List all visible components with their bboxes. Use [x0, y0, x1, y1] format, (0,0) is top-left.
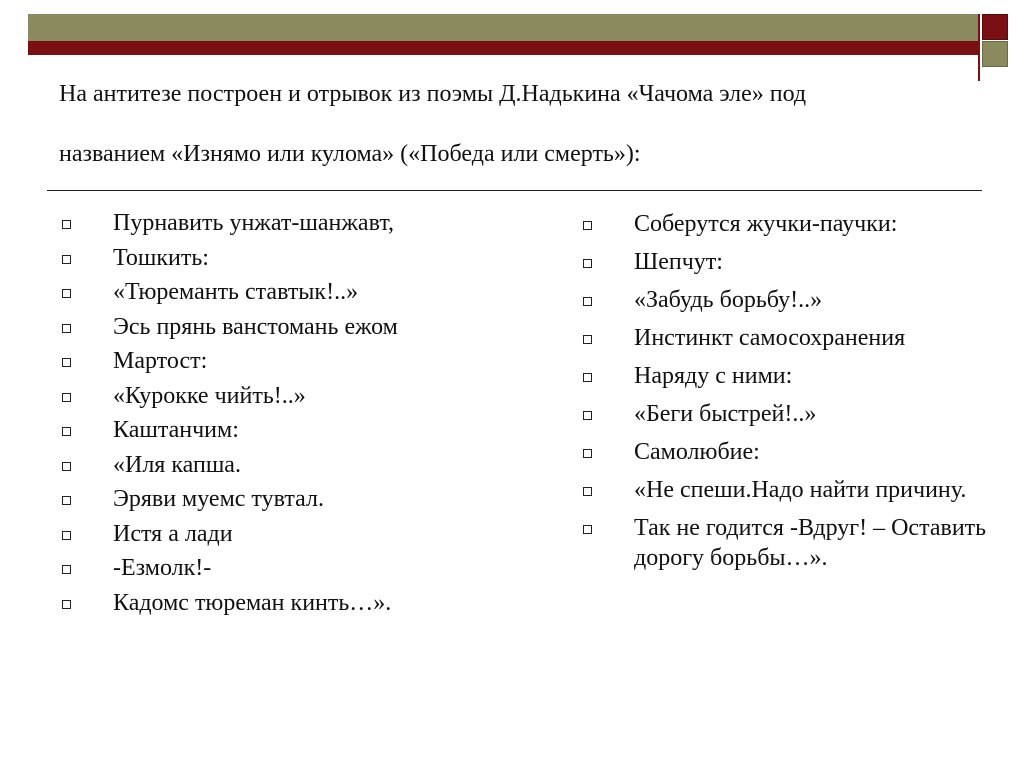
square-bullet-icon: [62, 462, 71, 471]
header-accent-line: [28, 41, 980, 55]
list-item: [62, 206, 522, 241]
list-item: [62, 344, 522, 379]
slide-title: [59, 64, 969, 184]
list-item-text: Эряви муемс тувтал.: [113, 486, 324, 512]
list-item-text: -Езмолк!-: [113, 555, 212, 581]
square-bullet-icon: [62, 255, 71, 264]
square-bullet-icon: [62, 358, 71, 367]
square-bullet-icon: [62, 220, 71, 229]
list-item-text: Тошкить:: [113, 244, 209, 271]
list-item: [62, 379, 522, 414]
list-item-text: Мартост:: [113, 348, 208, 374]
list-item-text: Соберутся жучки-паучки:: [634, 211, 898, 237]
square-bullet-icon: [62, 600, 71, 609]
list-item: [583, 399, 1013, 429]
list-item: [62, 482, 522, 517]
square-bullet-icon: [583, 221, 592, 230]
square-bullet-icon: [583, 259, 592, 268]
square-bullet-icon: [62, 496, 71, 505]
right-bullet-list: [583, 206, 1013, 581]
list-item: [583, 437, 1013, 467]
square-bullet-icon: [583, 411, 592, 420]
list-item-text: Кадомс тюреман кинть…».: [113, 589, 392, 616]
list-item-text: «Забудь борьбу!..»: [634, 287, 823, 313]
slide-title-line-2: названием «Изнямо или кулома» («Победа или смерть»):: [59, 141, 641, 167]
corner-square-olive: [982, 41, 1008, 67]
list-item: [62, 275, 522, 310]
list-item: [62, 586, 522, 621]
list-item-text: Эсь прянь ванстомань ежом: [113, 313, 398, 340]
list-item: [583, 361, 1013, 391]
list-item-text: «Курокке чийть!..»: [113, 382, 306, 409]
list-item-text: Так не годится -Вдруг! – Оставить дорогу борьбы…».: [634, 515, 987, 571]
square-bullet-icon: [62, 565, 71, 574]
header-vertical-line: [978, 14, 980, 81]
list-item-text: Шепчут:: [634, 249, 723, 275]
list-item-text: «Иля капша.: [113, 451, 241, 478]
square-bullet-icon: [583, 525, 592, 534]
list-item-text: «Беги быстрей!..»: [634, 401, 817, 427]
list-item: [62, 241, 522, 276]
list-item-text: Пурнавить унжат-шанжавт,: [113, 210, 395, 236]
square-bullet-icon: [583, 373, 592, 382]
square-bullet-icon: [583, 297, 592, 306]
list-item: [583, 247, 1013, 277]
list-item: [583, 323, 1013, 353]
square-bullet-icon: [583, 449, 592, 458]
list-item-text: Наряду с ними:: [634, 363, 793, 389]
list-item-text: «Тюреманть ставтык!..»: [113, 279, 359, 305]
list-item: [62, 551, 522, 586]
slide-title-line-1: На антитезе построен и отрывок из поэмы Д.Надькина «Чачома эле» под: [59, 81, 807, 107]
square-bullet-icon: [583, 335, 592, 344]
square-bullet-icon: [62, 531, 71, 540]
list-item: [583, 475, 1013, 505]
left-bullet-list: [62, 206, 522, 620]
list-item: [583, 513, 1013, 573]
list-item: [62, 448, 522, 483]
square-bullet-icon: [583, 487, 592, 496]
list-item-text: Самолюбие:: [634, 439, 760, 465]
list-item-text: Истя а лади: [113, 520, 233, 547]
list-item-text: Каштанчим:: [113, 417, 239, 443]
title-divider: [47, 190, 982, 191]
square-bullet-icon: [62, 427, 71, 436]
list-item-text: Инстинкт самосохранения: [634, 325, 906, 351]
list-item-text: «Не спеши.Надо найти причину.: [634, 477, 967, 503]
square-bullet-icon: [62, 324, 71, 333]
list-item: [583, 285, 1013, 315]
list-item: [62, 413, 522, 448]
corner-square-maroon: [982, 14, 1008, 40]
list-item: [583, 209, 1013, 239]
header-band: [28, 14, 980, 41]
list-item: [62, 310, 522, 345]
list-item: [62, 517, 522, 552]
square-bullet-icon: [62, 393, 71, 402]
square-bullet-icon: [62, 289, 71, 298]
